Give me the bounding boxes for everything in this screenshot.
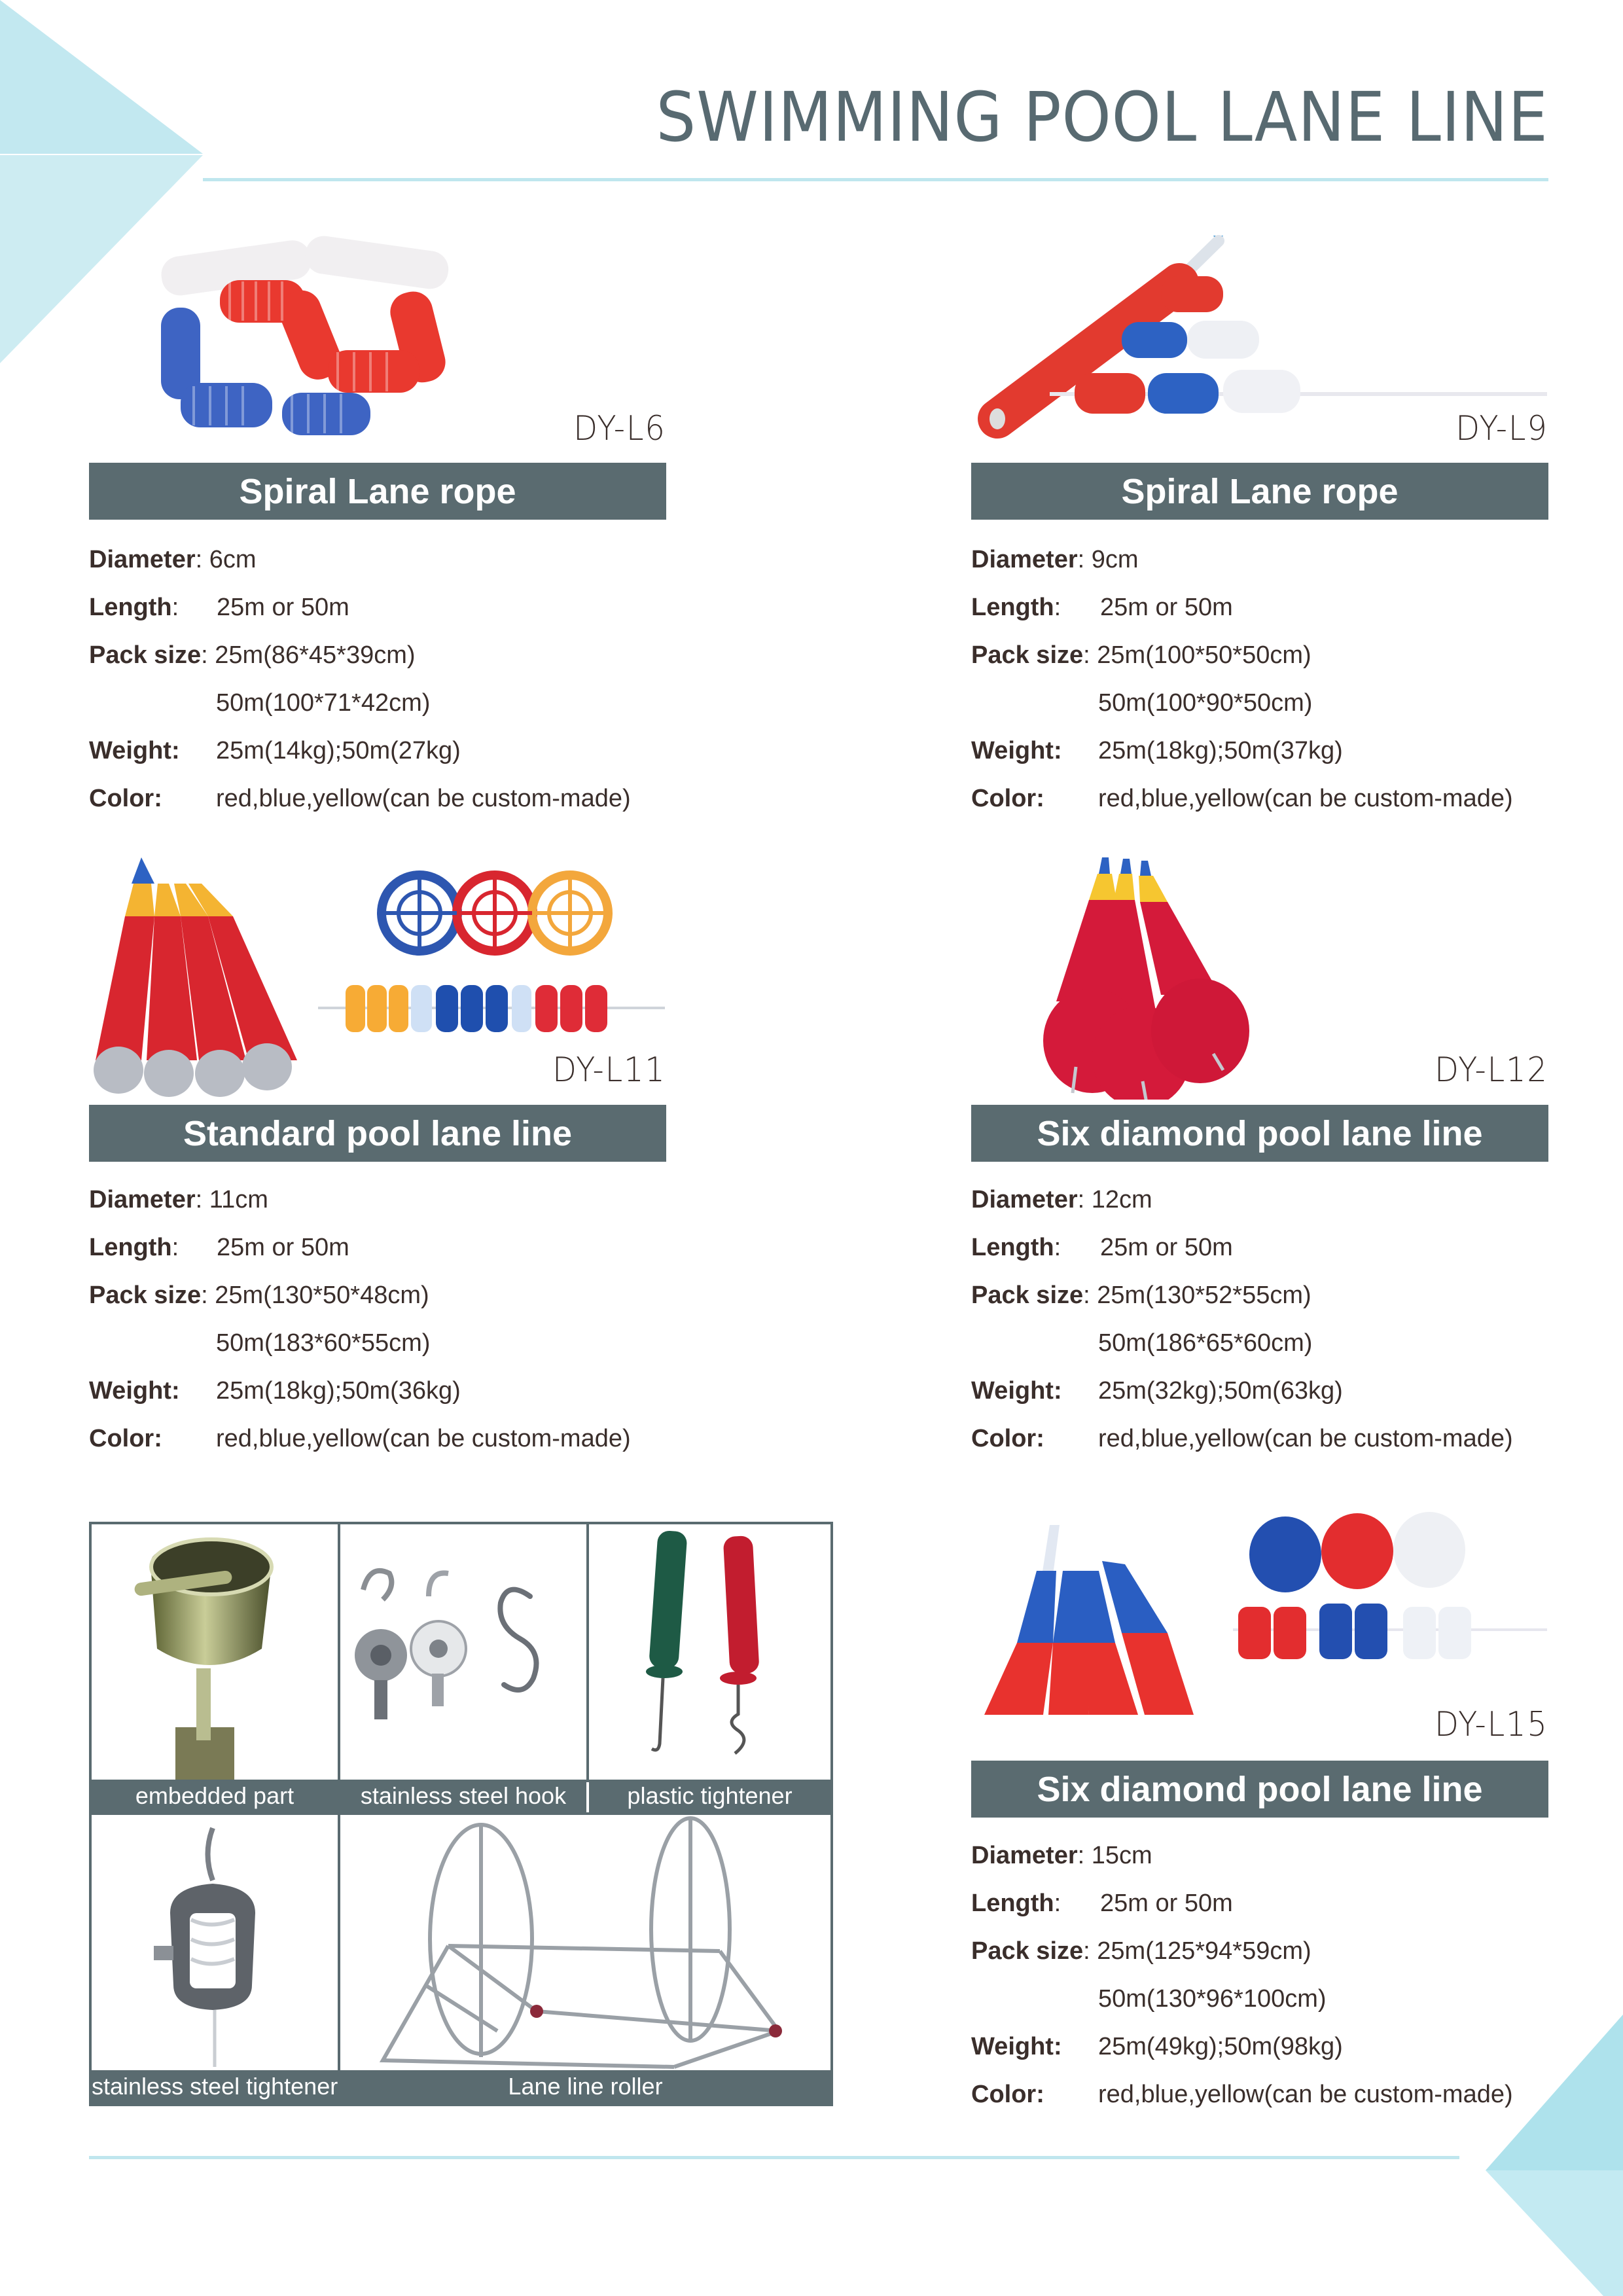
- spec-value-diameter: 12cm: [1091, 1186, 1152, 1213]
- page-title: SWIMMING POOL LANE LINE: [656, 77, 1548, 157]
- product-card-dy-l15: DY-L15 Six diamond pool lane line Diameter: 15cm Length: 25m or 50m Pack size: 25m(125*94*59cm) 50m(130*96*100cm) Weight: 25m(49kg);50m(98kg) Color: red,blue,yellow(can be custom-made): [971, 1499, 1548, 2127]
- spec-value-pack-25: 25m(130*50*48cm): [215, 1282, 429, 1309]
- product-code: DY-L9: [1455, 409, 1548, 448]
- spec-label-length: Length: [971, 1890, 1054, 1917]
- spec-label-length: Length: [89, 594, 172, 621]
- product-name-banner: Standard pool lane line: [89, 1105, 666, 1162]
- spec-label-color: Color:: [89, 1425, 162, 1452]
- spec-label-diameter: Diameter: [971, 546, 1078, 573]
- spec-label-color: Color:: [971, 2081, 1044, 2108]
- spec-value-weight: 25m(49kg);50m(98kg): [1098, 2033, 1343, 2060]
- product-name-banner: Six diamond pool lane line: [971, 1105, 1548, 1162]
- spec-label-weight: Weight:: [971, 737, 1062, 764]
- spec-value-pack-50: 50m(130*96*100cm): [1098, 1985, 1327, 2013]
- spec-value-diameter: 15cm: [1091, 1842, 1152, 1869]
- spec-value-color: red,blue,yellow(can be custom-made): [216, 785, 631, 812]
- spec-value-pack-25: 25m(130*52*55cm): [1097, 1282, 1311, 1309]
- spec-value-weight: 25m(14kg);50m(27kg): [216, 737, 461, 764]
- spec-value-diameter: 9cm: [1091, 546, 1139, 573]
- spec-label-diameter: Diameter: [89, 1186, 196, 1213]
- spec-label-pack-size: Pack size: [971, 1937, 1084, 1965]
- spec-value-length: 25m or 50m: [217, 1234, 349, 1261]
- accessory-stainless-steel-tightener: [92, 1815, 338, 2070]
- spec-label-color: Color:: [971, 1425, 1044, 1452]
- accessory-label: embedded part: [92, 1780, 338, 1812]
- accessory-stainless-steel-hook: [340, 1524, 586, 1780]
- roller-icon: [340, 1815, 830, 2070]
- accessory-embedded-part: [92, 1524, 338, 1780]
- product-card-dy-l12: DY-L12 Six diamond pool lane line Diameter: 12cm Length: 25m or 50m Pack size: 25m(130*52*55cm) 50m(186*65*60cm) Weight: 25m(32kg);50m(63kg) Color: red,blue,yellow(can be custom-made): [971, 844, 1548, 1460]
- spec-label-weight: Weight:: [89, 1377, 180, 1405]
- grid-divider: [338, 1524, 340, 2070]
- spec-label-length: Length: [89, 1234, 172, 1261]
- spec-value-color: red,blue,yellow(can be custom-made): [1098, 2081, 1513, 2108]
- spec-label-length: Length: [971, 1234, 1054, 1261]
- spec-value-pack-50: 50m(186*65*60cm): [1098, 1329, 1313, 1357]
- spec-value-pack-25: 25m(86*45*39cm): [215, 641, 416, 669]
- hook-icon: [340, 1524, 586, 1780]
- spec-label-pack-size: Pack size: [89, 641, 202, 669]
- accessory-label: stainless steel tightener: [92, 2073, 338, 2100]
- spec-value-length: 25m or 50m: [1100, 594, 1233, 621]
- product-code: DY-L12: [1435, 1050, 1548, 1090]
- spec-label-weight: Weight:: [971, 1377, 1062, 1405]
- grid-divider: [586, 1524, 589, 1780]
- accessories-grid: [89, 1522, 833, 2106]
- product-card-dy-l11: DY-L11 Standard pool lane line Diameter: 11cm Length: 25m or 50m Pack size: 25m(130*50*48cm) 50m(183*60*55cm) Weight: 25m(18kg);50m(36kg) Color: red,blue,yellow(can be custom-made): [89, 844, 666, 1460]
- spec-value-length: 25m or 50m: [217, 594, 349, 621]
- grid-divider: [92, 1812, 830, 1815]
- spec-value-length: 25m or 50m: [1100, 1890, 1233, 1917]
- spec-label-length: Length: [971, 594, 1054, 621]
- spec-value-diameter: 6cm: [209, 546, 257, 573]
- spec-label-diameter: Diameter: [971, 1186, 1078, 1213]
- embedded-part-icon: [92, 1524, 338, 1780]
- product-code: DY-L15: [1435, 1705, 1548, 1744]
- spec-value-pack-50: 50m(100*71*42cm): [216, 689, 431, 717]
- spiral-lane-rope-image: [971, 223, 1548, 439]
- spec-label-color: Color:: [89, 785, 162, 812]
- spec-label-pack-size: Pack size: [971, 1282, 1084, 1309]
- accessory-label: stainless steel hook: [340, 1780, 586, 1812]
- spec-value-color: red,blue,yellow(can be custom-made): [1098, 785, 1513, 812]
- spec-label-pack-size: Pack size: [89, 1282, 202, 1309]
- spec-value-pack-50: 50m(100*90*50cm): [1098, 689, 1313, 717]
- accessory-lane-line-roller: [340, 1815, 830, 2070]
- accessory-label: Lane line roller: [508, 2073, 663, 2100]
- product-card-dy-l9: DY-L9 Spiral Lane rope Diameter: 9cm Length: 25m or 50m Pack size: 25m(100*50*50cm) 50m(100*90*50cm) Weight: 25m(18kg);50m(37kg) Color: red,blue,yellow(can be custom-made): [971, 223, 1548, 825]
- product-name-banner: Six diamond pool lane line: [971, 1761, 1548, 1818]
- six-diamond-lane-line-image: [971, 1499, 1548, 1734]
- footer-divider: [89, 2156, 1459, 2159]
- plastic-tightener-icon: [589, 1524, 830, 1780]
- accessory-plastic-tightener: [589, 1524, 830, 1780]
- product-code: DY-L11: [552, 1050, 666, 1090]
- spec-label-weight: Weight:: [89, 737, 180, 764]
- spec-label-diameter: Diameter: [971, 1842, 1078, 1869]
- spec-value-length: 25m or 50m: [1100, 1234, 1233, 1261]
- steel-tightener-icon: [92, 1815, 338, 2070]
- header-divider: [203, 178, 1548, 181]
- spec-value-color: red,blue,yellow(can be custom-made): [216, 1425, 631, 1452]
- spec-value-diameter: 11cm: [209, 1186, 268, 1213]
- spec-value-weight: 25m(18kg);50m(36kg): [216, 1377, 461, 1405]
- spec-value-pack-25: 25m(100*50*50cm): [1097, 641, 1311, 669]
- product-name-banner: Spiral Lane rope: [89, 463, 666, 520]
- spec-label-color: Color:: [971, 785, 1044, 812]
- spec-label-pack-size: Pack size: [971, 641, 1084, 669]
- product-name-banner: Spiral Lane rope: [971, 463, 1548, 520]
- spec-value-weight: 25m(32kg);50m(63kg): [1098, 1377, 1343, 1405]
- accessory-label: plastic tightener: [589, 1780, 830, 1812]
- spec-value-pack-50: 50m(183*60*55cm): [216, 1329, 431, 1357]
- spec-label-diameter: Diameter: [89, 546, 196, 573]
- spec-value-weight: 25m(18kg);50m(37kg): [1098, 737, 1343, 764]
- spec-value-pack-25: 25m(125*94*59cm): [1097, 1937, 1311, 1965]
- spec-label-weight: Weight:: [971, 2033, 1062, 2060]
- spec-value-color: red,blue,yellow(can be custom-made): [1098, 1425, 1513, 1452]
- product-code: DY-L6: [573, 409, 666, 448]
- product-card-dy-l6: DY-L6 Spiral Lane rope Diameter: 6cm Length: 25m or 50m Pack size: 25m(86*45*39cm) 50m(100*71*42cm) Weight: 25m(14kg);50m(27kg) Color: red,blue,yellow(can be custom-made): [89, 223, 666, 825]
